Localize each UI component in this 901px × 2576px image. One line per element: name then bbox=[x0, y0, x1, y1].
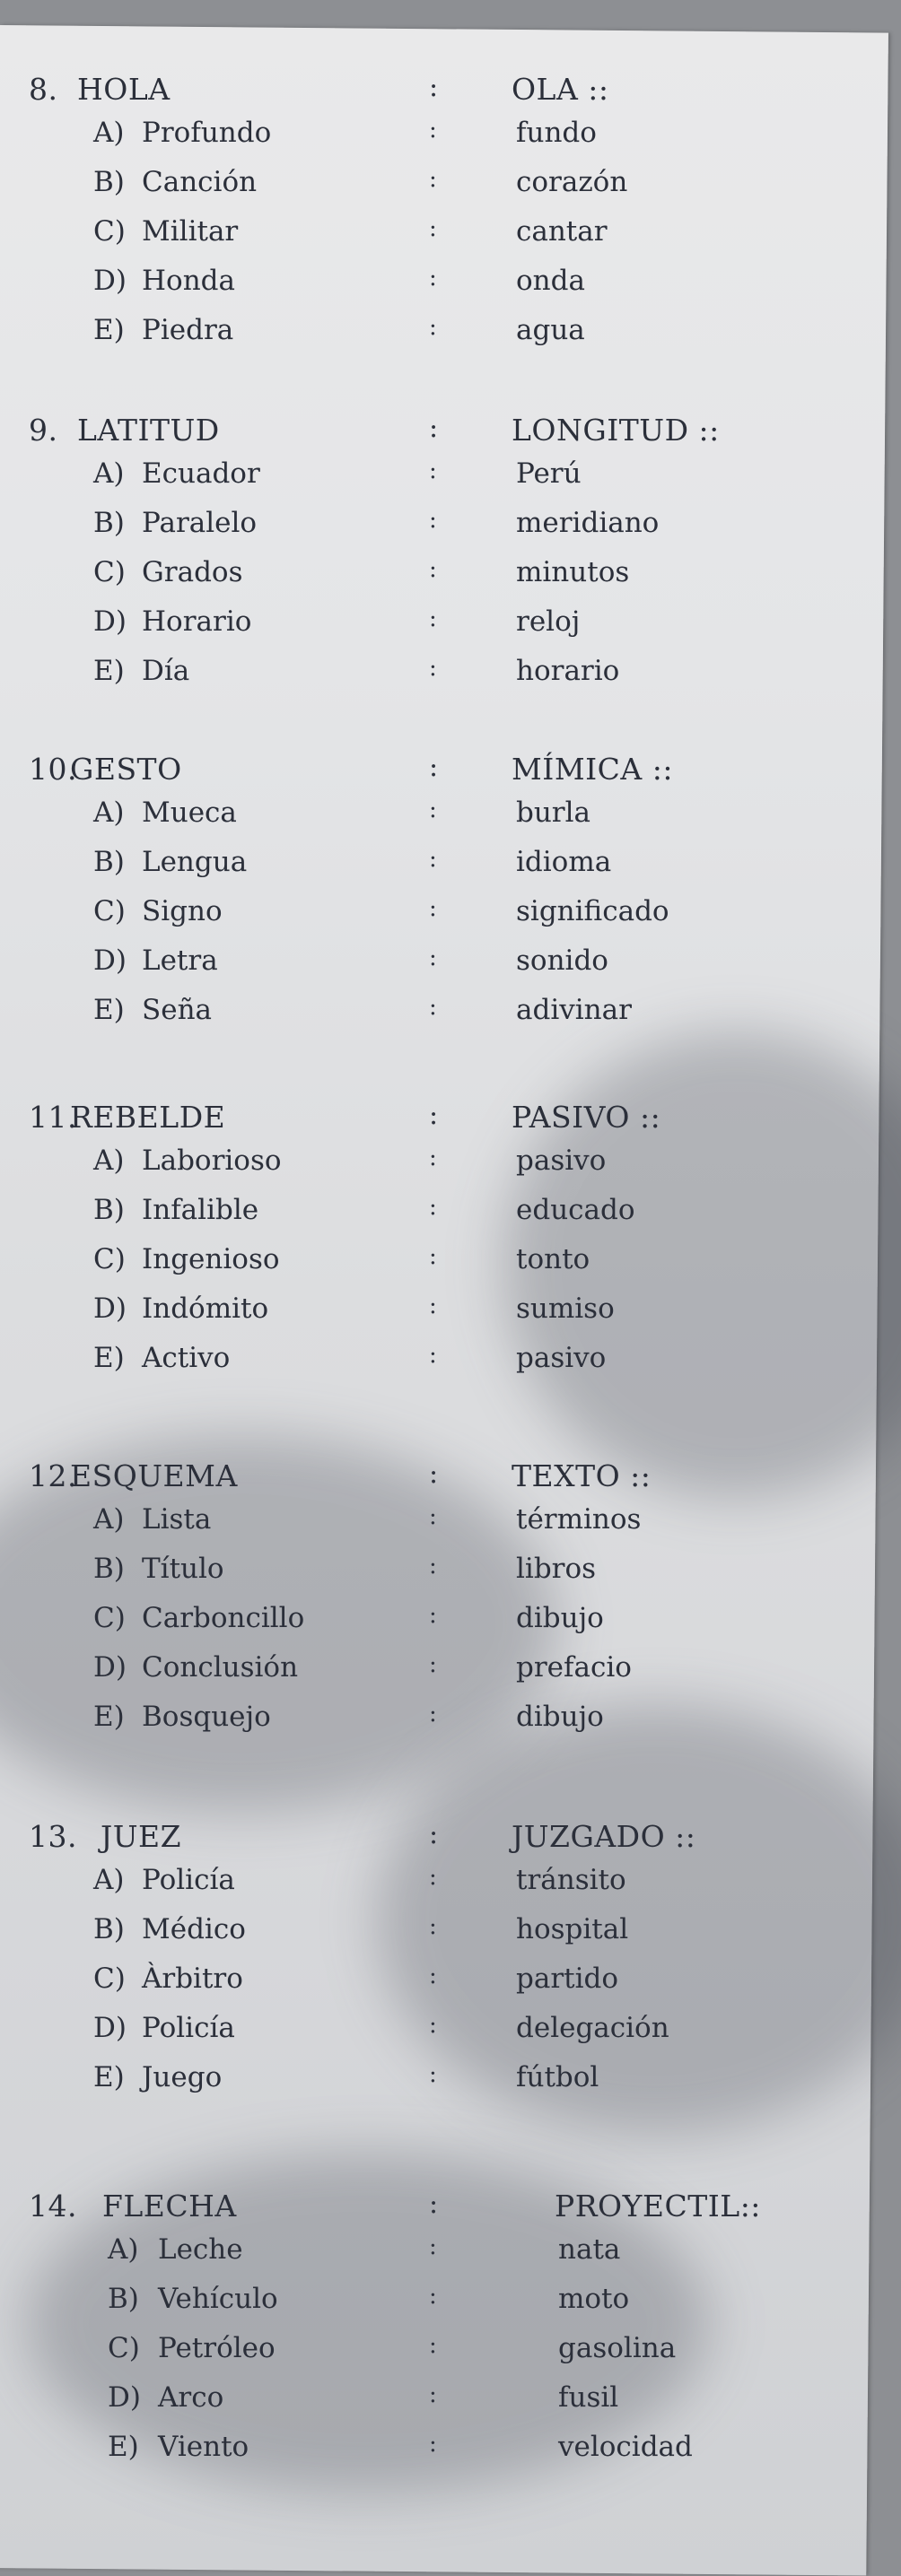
option-letter: D) bbox=[93, 265, 127, 297]
option-letter: D) bbox=[93, 605, 127, 638]
question-pair: JUZGADO :: bbox=[512, 1819, 696, 1854]
question-11 bbox=[0, 1100, 901, 1391]
question-header bbox=[0, 1458, 901, 1503]
option-c[interactable] bbox=[0, 1602, 901, 1651]
question-pair: OLA :: bbox=[512, 72, 609, 107]
question-header bbox=[0, 1100, 901, 1144]
option-letter: B) bbox=[93, 846, 125, 878]
option-pair: educado bbox=[516, 1194, 635, 1226]
separator: : bbox=[429, 117, 437, 144]
option-c[interactable] bbox=[0, 895, 901, 944]
option-pair: delegación bbox=[516, 2012, 669, 2044]
option-word: Vehículo bbox=[158, 2283, 278, 2315]
option-letter: B) bbox=[93, 507, 125, 539]
option-word: Conclusión bbox=[142, 1651, 299, 1684]
option-letter: D) bbox=[93, 2012, 127, 2044]
separator: : bbox=[429, 655, 437, 682]
option-pair: significado bbox=[516, 895, 669, 927]
option-pair: dibujo bbox=[516, 1602, 604, 1634]
separator: : bbox=[429, 1602, 437, 1629]
separator: : bbox=[429, 1864, 437, 1891]
option-pair: términos bbox=[516, 1503, 642, 1536]
option-c[interactable] bbox=[0, 1243, 901, 1292]
option-pair: pasivo bbox=[516, 1342, 607, 1374]
option-e[interactable] bbox=[0, 2431, 901, 2480]
separator: : bbox=[429, 1503, 437, 1530]
option-pair: pasivo bbox=[516, 1144, 607, 1177]
question-word: LATITUD bbox=[77, 413, 220, 448]
option-a[interactable] bbox=[0, 796, 901, 846]
option-word: Seña bbox=[142, 994, 213, 1026]
question-number: 14. bbox=[29, 2189, 77, 2224]
option-letter: A) bbox=[93, 117, 125, 149]
option-pair: nata bbox=[558, 2233, 621, 2266]
option-pair: idioma bbox=[516, 846, 612, 878]
option-pair: minutos bbox=[516, 556, 630, 588]
option-e[interactable] bbox=[0, 314, 901, 363]
option-word: Policía bbox=[142, 1864, 235, 1896]
separator: : bbox=[429, 752, 439, 783]
option-letter: C) bbox=[93, 556, 126, 588]
option-letter: A) bbox=[93, 457, 125, 490]
option-letter: A) bbox=[93, 1503, 125, 1536]
option-d[interactable] bbox=[0, 265, 901, 314]
option-b[interactable] bbox=[0, 2283, 901, 2332]
option-d[interactable] bbox=[0, 1651, 901, 1701]
separator: : bbox=[429, 1458, 439, 1490]
option-pair: dibujo bbox=[516, 1701, 604, 1733]
option-word: Lengua bbox=[142, 846, 248, 878]
option-pair: cantar bbox=[516, 215, 608, 248]
separator: : bbox=[429, 1701, 437, 1727]
question-pair: LONGITUD :: bbox=[512, 413, 720, 448]
option-word: Viento bbox=[158, 2431, 249, 2463]
option-word: Àrbitro bbox=[142, 1962, 243, 1995]
option-b[interactable] bbox=[0, 1553, 901, 1602]
option-letter: E) bbox=[93, 1701, 125, 1733]
option-word: Canción bbox=[142, 166, 258, 198]
option-word: Ecuador bbox=[142, 457, 260, 490]
option-letter: C) bbox=[93, 1962, 126, 1995]
option-pair: prefacio bbox=[516, 1651, 632, 1684]
separator: : bbox=[429, 1553, 437, 1580]
option-d[interactable] bbox=[0, 1292, 901, 1342]
question-10 bbox=[0, 752, 901, 1043]
separator: : bbox=[429, 994, 437, 1021]
separator: : bbox=[429, 796, 437, 823]
option-word: Activo bbox=[142, 1342, 231, 1374]
option-pair: tonto bbox=[516, 1243, 590, 1275]
question-word: FLECHA bbox=[102, 2189, 237, 2224]
option-letter: E) bbox=[93, 655, 125, 687]
option-word: Paralelo bbox=[142, 507, 258, 539]
option-pair: agua bbox=[516, 314, 585, 346]
separator: : bbox=[429, 1913, 437, 1940]
option-word: Profundo bbox=[142, 117, 272, 149]
option-pair: fundo bbox=[516, 117, 597, 149]
option-a[interactable] bbox=[0, 1864, 901, 1913]
option-pair: hospital bbox=[516, 1913, 629, 1945]
option-letter: A) bbox=[93, 1144, 125, 1177]
option-c[interactable] bbox=[0, 556, 901, 605]
separator: : bbox=[429, 457, 437, 484]
option-word: Indómito bbox=[142, 1292, 269, 1325]
option-letter: A) bbox=[108, 2233, 139, 2266]
option-a[interactable] bbox=[0, 117, 901, 166]
option-pair: partido bbox=[516, 1962, 619, 1995]
option-word: Piedra bbox=[142, 314, 234, 346]
option-e[interactable] bbox=[0, 1342, 901, 1391]
option-word: Laborioso bbox=[142, 1144, 282, 1177]
option-pair: sumiso bbox=[516, 1292, 615, 1325]
option-letter: C) bbox=[108, 2332, 140, 2364]
option-e[interactable] bbox=[0, 994, 901, 1043]
question-number: 10. bbox=[29, 752, 77, 787]
separator: : bbox=[429, 2233, 437, 2260]
option-word: Lista bbox=[142, 1503, 212, 1536]
separator: : bbox=[429, 2332, 437, 2359]
option-letter: E) bbox=[93, 314, 125, 346]
separator: : bbox=[429, 166, 437, 193]
option-pair: Perú bbox=[516, 457, 582, 490]
option-c[interactable] bbox=[0, 1962, 901, 2012]
separator: : bbox=[429, 2381, 437, 2408]
separator: : bbox=[429, 2431, 437, 2458]
option-letter: D) bbox=[93, 1292, 127, 1325]
option-pair: libros bbox=[516, 1553, 597, 1585]
separator: : bbox=[429, 215, 437, 242]
question-9 bbox=[0, 413, 901, 704]
option-word: Petróleo bbox=[158, 2332, 276, 2364]
option-letter: B) bbox=[93, 1553, 125, 1585]
option-word: Policía bbox=[142, 2012, 235, 2044]
option-pair: burla bbox=[516, 796, 591, 829]
question-word: JUEZ bbox=[101, 1819, 182, 1854]
question-word: ESQUEMA bbox=[70, 1458, 238, 1493]
question-word: REBELDE bbox=[70, 1100, 226, 1135]
option-d[interactable] bbox=[0, 944, 901, 994]
question-number: 13. bbox=[29, 1819, 77, 1854]
separator: : bbox=[429, 413, 439, 444]
option-word: Grados bbox=[142, 556, 243, 588]
option-c[interactable] bbox=[0, 215, 901, 265]
question-header bbox=[0, 413, 901, 457]
separator: : bbox=[429, 507, 437, 534]
option-pair: fusil bbox=[558, 2381, 619, 2414]
option-letter: C) bbox=[93, 895, 126, 927]
option-b[interactable] bbox=[0, 1194, 901, 1243]
separator: : bbox=[429, 1100, 439, 1131]
separator: : bbox=[429, 2283, 437, 2310]
option-letter: C) bbox=[93, 215, 126, 248]
option-letter: A) bbox=[93, 1864, 125, 1896]
option-word: Carboncillo bbox=[142, 1602, 305, 1634]
option-word: Militar bbox=[142, 215, 239, 248]
option-word: Ingenioso bbox=[142, 1243, 280, 1275]
option-pair: sonido bbox=[516, 944, 608, 977]
option-pair: meridiano bbox=[516, 507, 660, 539]
option-letter: D) bbox=[93, 944, 127, 977]
option-letter: E) bbox=[93, 994, 125, 1026]
question-word: HOLA bbox=[77, 72, 171, 107]
question-number: 8. bbox=[29, 72, 58, 107]
question-14 bbox=[0, 2189, 901, 2480]
option-pair: moto bbox=[558, 2283, 630, 2315]
question-header bbox=[0, 2189, 901, 2233]
question-pair: TEXTO :: bbox=[512, 1458, 652, 1493]
option-pair: gasolina bbox=[558, 2332, 677, 2364]
question-12 bbox=[0, 1458, 901, 1750]
separator: : bbox=[429, 944, 437, 971]
option-letter: B) bbox=[93, 1913, 125, 1945]
option-letter: B) bbox=[93, 166, 125, 198]
option-word: Juego bbox=[142, 2061, 223, 2093]
option-letter: D) bbox=[108, 2381, 141, 2414]
option-letter: E) bbox=[93, 1342, 125, 1374]
separator: : bbox=[429, 1194, 437, 1221]
option-word: Día bbox=[142, 655, 190, 687]
separator: : bbox=[429, 72, 439, 103]
option-pair: fútbol bbox=[516, 2061, 599, 2093]
option-c[interactable] bbox=[0, 2332, 901, 2381]
option-letter: B) bbox=[93, 1194, 125, 1226]
option-a[interactable] bbox=[0, 2233, 901, 2283]
question-8 bbox=[0, 72, 901, 363]
option-word: Honda bbox=[142, 265, 235, 297]
option-a[interactable] bbox=[0, 1144, 901, 1194]
option-pair: tránsito bbox=[516, 1864, 626, 1896]
separator: : bbox=[429, 895, 437, 922]
option-pair: horario bbox=[516, 655, 620, 687]
option-word: Bosquejo bbox=[142, 1701, 271, 1733]
option-word: Signo bbox=[142, 895, 223, 927]
separator: : bbox=[429, 846, 437, 873]
question-number: 11. bbox=[29, 1100, 77, 1135]
separator: : bbox=[429, 1292, 437, 1319]
option-word: Letra bbox=[142, 944, 218, 977]
option-word: Mueca bbox=[142, 796, 237, 829]
option-b[interactable] bbox=[0, 846, 901, 895]
option-d[interactable] bbox=[0, 2381, 901, 2431]
separator: : bbox=[429, 605, 437, 632]
option-letter: C) bbox=[93, 1243, 126, 1275]
option-a[interactable] bbox=[0, 457, 901, 507]
option-letter: E) bbox=[108, 2431, 139, 2463]
question-header bbox=[0, 72, 901, 117]
separator: : bbox=[429, 1962, 437, 1989]
option-b[interactable] bbox=[0, 1913, 901, 1962]
separator: : bbox=[429, 314, 437, 341]
option-letter: D) bbox=[93, 1651, 127, 1684]
option-e[interactable] bbox=[0, 1701, 901, 1750]
option-pair: velocidad bbox=[558, 2431, 693, 2463]
option-word: Médico bbox=[142, 1913, 246, 1945]
separator: : bbox=[429, 2061, 437, 2088]
question-pair: PASIVO :: bbox=[512, 1100, 661, 1135]
question-header bbox=[0, 1819, 901, 1864]
option-a[interactable] bbox=[0, 1503, 901, 1553]
question-word: GESTO bbox=[70, 752, 182, 787]
question-number: 12. bbox=[29, 1458, 77, 1493]
question-header bbox=[0, 752, 901, 796]
option-d[interactable] bbox=[0, 2012, 901, 2061]
separator: : bbox=[429, 1819, 439, 1850]
option-b[interactable] bbox=[0, 166, 901, 215]
question-13 bbox=[0, 1819, 901, 2110]
separator: : bbox=[429, 556, 437, 583]
option-pair: reloj bbox=[516, 605, 581, 638]
option-pair: adivinar bbox=[516, 994, 632, 1026]
option-pair: corazón bbox=[516, 166, 628, 198]
option-letter: C) bbox=[93, 1602, 126, 1634]
separator: : bbox=[429, 1342, 437, 1369]
option-letter: E) bbox=[93, 2061, 125, 2093]
option-b[interactable] bbox=[0, 507, 901, 556]
question-number: 9. bbox=[29, 413, 58, 448]
option-word: Arco bbox=[158, 2381, 224, 2414]
separator: : bbox=[429, 265, 437, 292]
separator: : bbox=[429, 1243, 437, 1270]
option-d[interactable] bbox=[0, 605, 901, 655]
option-letter: A) bbox=[93, 796, 125, 829]
question-pair: MÍMICA :: bbox=[512, 752, 673, 787]
separator: : bbox=[429, 1651, 437, 1678]
separator: : bbox=[429, 1144, 437, 1171]
option-pair: onda bbox=[516, 265, 585, 297]
option-letter: B) bbox=[108, 2283, 139, 2315]
option-word: Horario bbox=[142, 605, 252, 638]
option-e[interactable] bbox=[0, 655, 901, 704]
option-word: Infalible bbox=[142, 1194, 259, 1226]
option-word: Leche bbox=[158, 2233, 243, 2266]
option-word: Título bbox=[142, 1553, 224, 1585]
option-e[interactable] bbox=[0, 2061, 901, 2110]
separator: : bbox=[429, 2012, 437, 2039]
separator: : bbox=[429, 2189, 439, 2220]
question-pair: PROYECTIL:: bbox=[555, 2189, 761, 2224]
